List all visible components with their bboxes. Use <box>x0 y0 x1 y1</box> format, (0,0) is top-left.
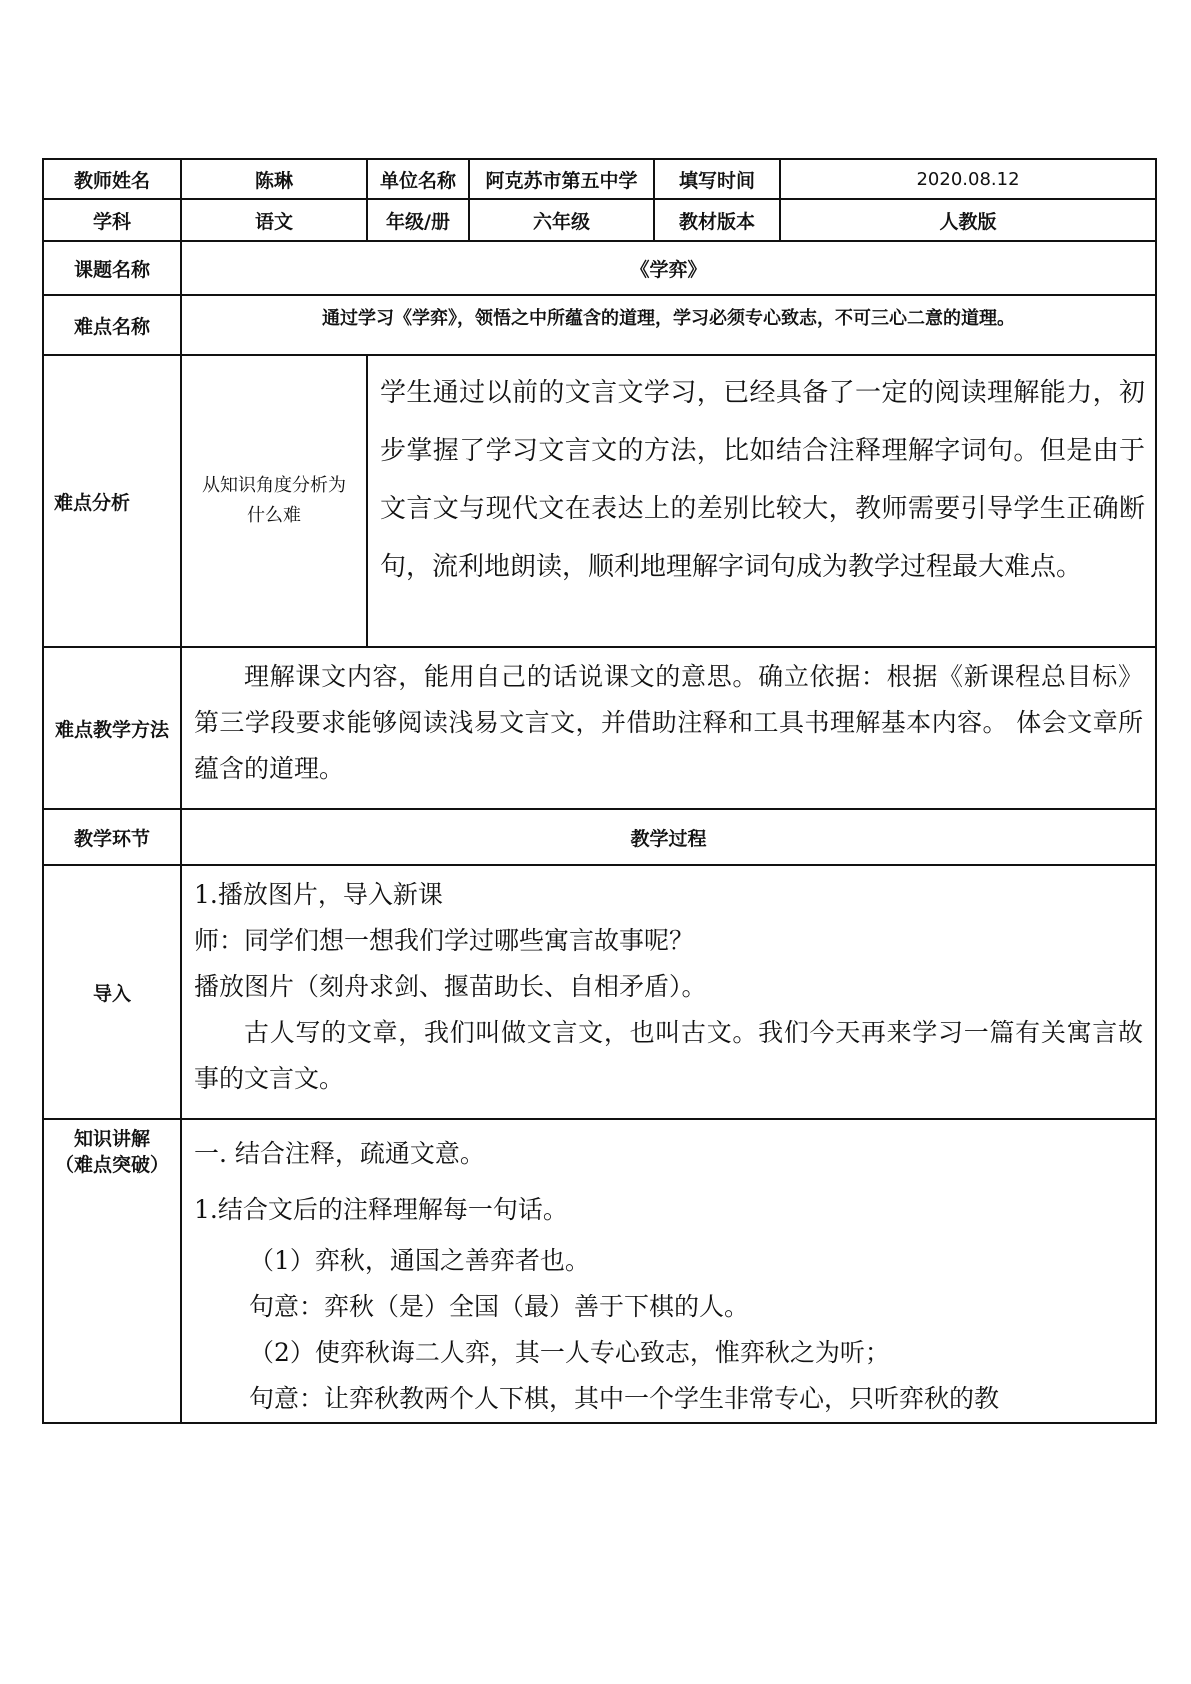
analysis-sub-label: 从知识角度分析为什么难 <box>181 355 367 647</box>
analysis-row <box>43 355 1156 647</box>
method-label: 难点教学方法 <box>43 647 181 809</box>
intro-paragraph: 古人写的文章，我们叫做文言文，也叫古文。我们今天再来学习一篇有关寓言故事的文言文。 <box>194 1018 1143 1093</box>
fill-time-value: 2020.08.12 <box>780 159 1156 199</box>
subject-value: 语文 <box>181 199 367 241</box>
knowledge-label-2: （难点突破） <box>54 1154 169 1176</box>
knowledge-item-4: 句意：让弈秋教两个人下棋，其中一个学生非常专心，只听弈秋的教 <box>249 1384 1000 1413</box>
method-cell <box>181 647 1156 809</box>
analysis-label: 难点分析 <box>43 355 181 647</box>
knowledge-step: 1.结合文后的注释理解每一句话。 <box>194 1195 568 1224</box>
fill-time-label: 填写时间 <box>654 159 780 199</box>
intro-cell <box>181 865 1156 1119</box>
process-stage-label: 教学环节 <box>43 809 181 865</box>
analysis-text: 学生通过以前的文言文学习，已经具备了一定的阅读理解能力，初步掌握了学习文言文的方法，比如结合注释理解字词句。但是由于文言文与现代文在表达上的差别比较大，教师需要引导学生正确断句，流利地朗读，顺利地理解字词句成为教学过程最大难点。 <box>367 355 1156 647</box>
unit-label: 单位名称 <box>367 159 469 199</box>
difficulty-label: 难点名称 <box>43 295 181 355</box>
topic-row <box>43 241 1156 295</box>
lesson-plan-table <box>42 158 1157 1424</box>
intro-line-3: 播放图片（刻舟求剑、揠苗助长、自相矛盾）。 <box>194 972 707 1001</box>
teacher-name-value: 陈琳 <box>181 159 367 199</box>
difficulty-row <box>43 295 1156 355</box>
teacher-name-label: 教师姓名 <box>43 159 181 199</box>
topic-label: 课题名称 <box>43 241 181 295</box>
subject-label: 学科 <box>43 199 181 241</box>
intro-label: 导入 <box>43 865 181 1119</box>
intro-line-1: 1.播放图片，导入新课 <box>194 880 443 909</box>
knowledge-heading: 一. 结合注释，疏通文意。 <box>194 1139 485 1168</box>
knowledge-label-cell <box>43 1119 181 1423</box>
unit-value: 阿克苏市第五中学 <box>469 159 654 199</box>
topic-value: 《学弈》 <box>181 241 1156 295</box>
method-row <box>43 647 1156 809</box>
method-text: 理解课文内容，能用自己的话说课文的意思。确立依据：根据《新课程总目标》第三学段要求能够阅读浅易文言文，并借助注释和工具书理解基本内容。 体会文章所蕴含的道理。 <box>194 662 1143 783</box>
lesson-plan-page <box>42 158 1155 1506</box>
grade-label: 年级/册 <box>367 199 469 241</box>
grade-value: 六年级 <box>469 199 654 241</box>
difficulty-value: 通过学习《学弈》，领悟之中所蕴含的道理，学习必须专心致志，不可三心二意的道理。 <box>181 295 1156 355</box>
intro-line-2: 师：同学们想一想我们学过哪些寓言故事呢？ <box>194 926 695 955</box>
knowledge-label-1: 知识讲解 <box>73 1128 150 1150</box>
knowledge-item-2: 句意：弈秋（是）全国（最）善于下棋的人。 <box>249 1292 750 1321</box>
knowledge-row <box>43 1119 1156 1423</box>
textbook-value: 人教版 <box>780 199 1156 241</box>
process-header-row <box>43 809 1156 865</box>
intro-row <box>43 865 1156 1119</box>
header-row-1 <box>43 159 1156 199</box>
process-label: 教学过程 <box>181 809 1156 865</box>
header-row-2 <box>43 199 1156 241</box>
textbook-label: 教材版本 <box>654 199 780 241</box>
knowledge-item-3: （2）使弈秋诲二人弈，其一人专心致志，惟弈秋之为听； <box>249 1338 890 1367</box>
knowledge-item-1: （1）弈秋，通国之善弈者也。 <box>249 1246 590 1275</box>
knowledge-cell <box>181 1119 1156 1423</box>
